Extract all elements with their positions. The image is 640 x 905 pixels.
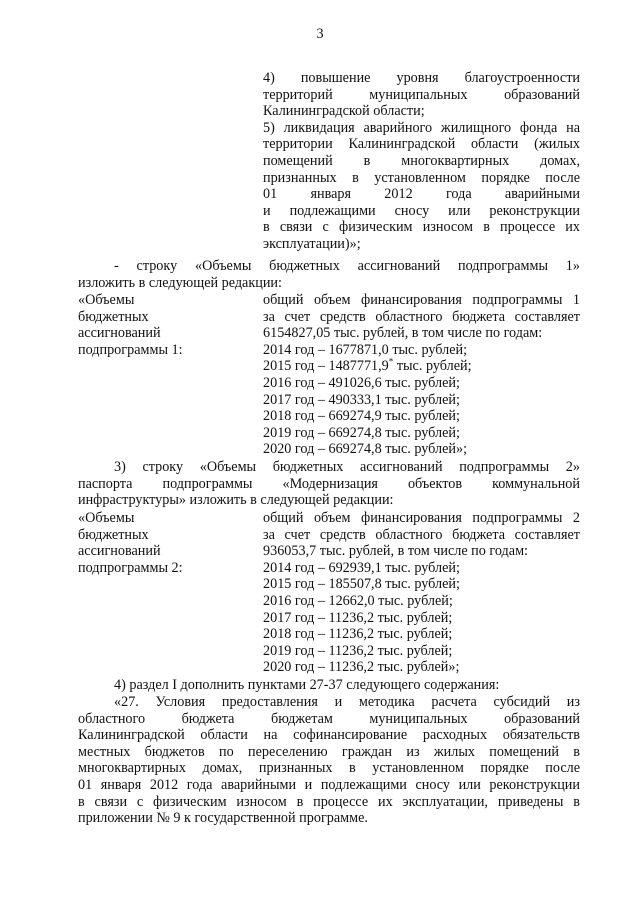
label-line: бюджетных — [78, 526, 149, 543]
paragraph-27 — [78, 694, 580, 827]
subprogram-1-values — [263, 292, 580, 458]
year-amount-text: 2015 год – 1487771,9 — [263, 358, 389, 375]
financing-line: общий объем финансирования подпрограммы 2 — [263, 510, 580, 526]
intro-2-line-1: 3) строку «Объемы бюджетных ассигнований подпрограммы 2» — [114, 459, 580, 475]
paragraph-line: 01 января 2012 года аварийными и подлежащими сносу или реконструкции — [78, 776, 580, 793]
intro-2-line-3: инфраструктуры» изложить в следующей редакции: — [78, 492, 394, 509]
page-number: 3 — [316, 26, 324, 42]
year-amount-line: 2015 год – 185507,8 тыс. рублей; — [263, 576, 460, 593]
items-4-5-block — [263, 70, 580, 253]
items-line: и подлежащими сносу или реконструкции — [263, 202, 580, 219]
year-amount-tail: тыс. рублей; — [393, 358, 472, 375]
financing-line: за счет средств областного бюджета составляет — [263, 526, 580, 543]
year-amount-line: 2017 год – 490333,1 тыс. рублей; — [263, 391, 460, 408]
financing-line: за счет средств областного бюджета составляет — [263, 308, 580, 325]
year-amount-line: 2020 год – 11236,2 тыс. рублей»; — [263, 659, 460, 676]
label-line: ассигнований — [78, 543, 161, 560]
year-amount-line: 2014 год – 1677871,0 тыс. рублей; — [263, 341, 468, 358]
paragraph-line: областного бюджета бюджетам муниципальных образований — [78, 710, 580, 727]
paragraph-line: в связи с физическим износом в процессе их эксплуатации, приведены в — [78, 793, 580, 810]
year-amount-line: 2014 год – 692939,1 тыс. рублей; — [263, 559, 460, 576]
items-line: помещений в многоквартирных домах, — [263, 152, 580, 169]
section-4-text: 4) раздел I дополнить пунктами 27-37 следующего содержания: — [114, 677, 500, 693]
subprogram-2-values — [263, 510, 580, 676]
label-line: подпрограммы 2: — [78, 559, 183, 576]
year-amount-line: 2018 год – 669274,9 тыс. рублей; — [263, 408, 460, 425]
items-line: 01 января 2012 года аварийными — [263, 186, 580, 203]
items-line: эксплуатации)»; — [263, 235, 361, 252]
intro-subprogram-1 — [78, 258, 580, 291]
items-line: в связи с физическим износом в процессе их — [263, 219, 580, 236]
subprogram-1-label — [78, 292, 258, 358]
paragraph-line: Калининградской области на софинансирование расходных обязательств — [78, 727, 580, 744]
year-amount-line: 2017 год – 11236,2 тыс. рублей; — [263, 609, 453, 626]
financing-line: 936053,7 тыс. рублей, в том числе по годам: — [263, 543, 528, 560]
items-line: 4) повышение уровня благоустроенности — [263, 70, 580, 86]
paragraph-line: многоквартирных домах, признанных в установленном порядке после — [78, 760, 580, 777]
paragraph-line: местных бюджетов по переселению граждан из жилых помещений в — [78, 743, 580, 760]
intro-1-line-2: изложить в следующей редакции: — [78, 274, 282, 291]
items-line: 5) ликвидация аварийного жилищного фонда на — [263, 119, 580, 136]
subprogram-2-label — [78, 510, 258, 576]
label-line: «Объемы — [78, 292, 135, 308]
section-4-block — [78, 677, 580, 694]
year-amount-line: 2016 год – 12662,0 тыс. рублей; — [263, 592, 453, 609]
label-line: ассигнований — [78, 325, 161, 342]
year-amount-line — [263, 358, 580, 375]
items-line: Калининградской области; — [263, 103, 425, 120]
year-amount-line: 2020 год – 669274,8 тыс. рублей»; — [263, 441, 468, 458]
paragraph-line: приложении № 9 к государственной программе. — [78, 810, 368, 827]
financing-line: общий объем финансирования подпрограммы 1 — [263, 292, 580, 308]
intro-1-line-1: - строку «Объемы бюджетных ассигнований подпрограммы 1» — [114, 258, 580, 274]
footnote-mark: * — [388, 356, 394, 367]
year-amount-line: 2019 год – 669274,8 тыс. рублей; — [263, 424, 460, 441]
label-line: подпрограммы 1: — [78, 341, 183, 358]
label-line: бюджетных — [78, 308, 149, 325]
financing-line: 6154827,05 тыс. рублей, в том числе по годам: — [263, 325, 543, 342]
year-amount-line: 2016 год – 491026,6 тыс. рублей; — [263, 374, 460, 391]
intro-2-line-2: паспорта подпрограммы «Модернизация объектов коммунальной — [78, 475, 580, 492]
paragraph-line: «27. Условия предоставления и методика расчета субсидий из — [114, 694, 580, 710]
year-amount-line: 2018 год – 11236,2 тыс. рублей; — [263, 626, 453, 643]
year-amount-line: 2019 год – 11236,2 тыс. рублей; — [263, 642, 453, 659]
items-line: территорий муниципальных образований — [263, 86, 580, 103]
items-line: признанных в установленном порядке после — [263, 169, 580, 186]
label-line: «Объемы — [78, 510, 135, 526]
intro-subprogram-2 — [78, 459, 580, 509]
items-line: территории Калининградской области (жилых — [263, 136, 580, 153]
